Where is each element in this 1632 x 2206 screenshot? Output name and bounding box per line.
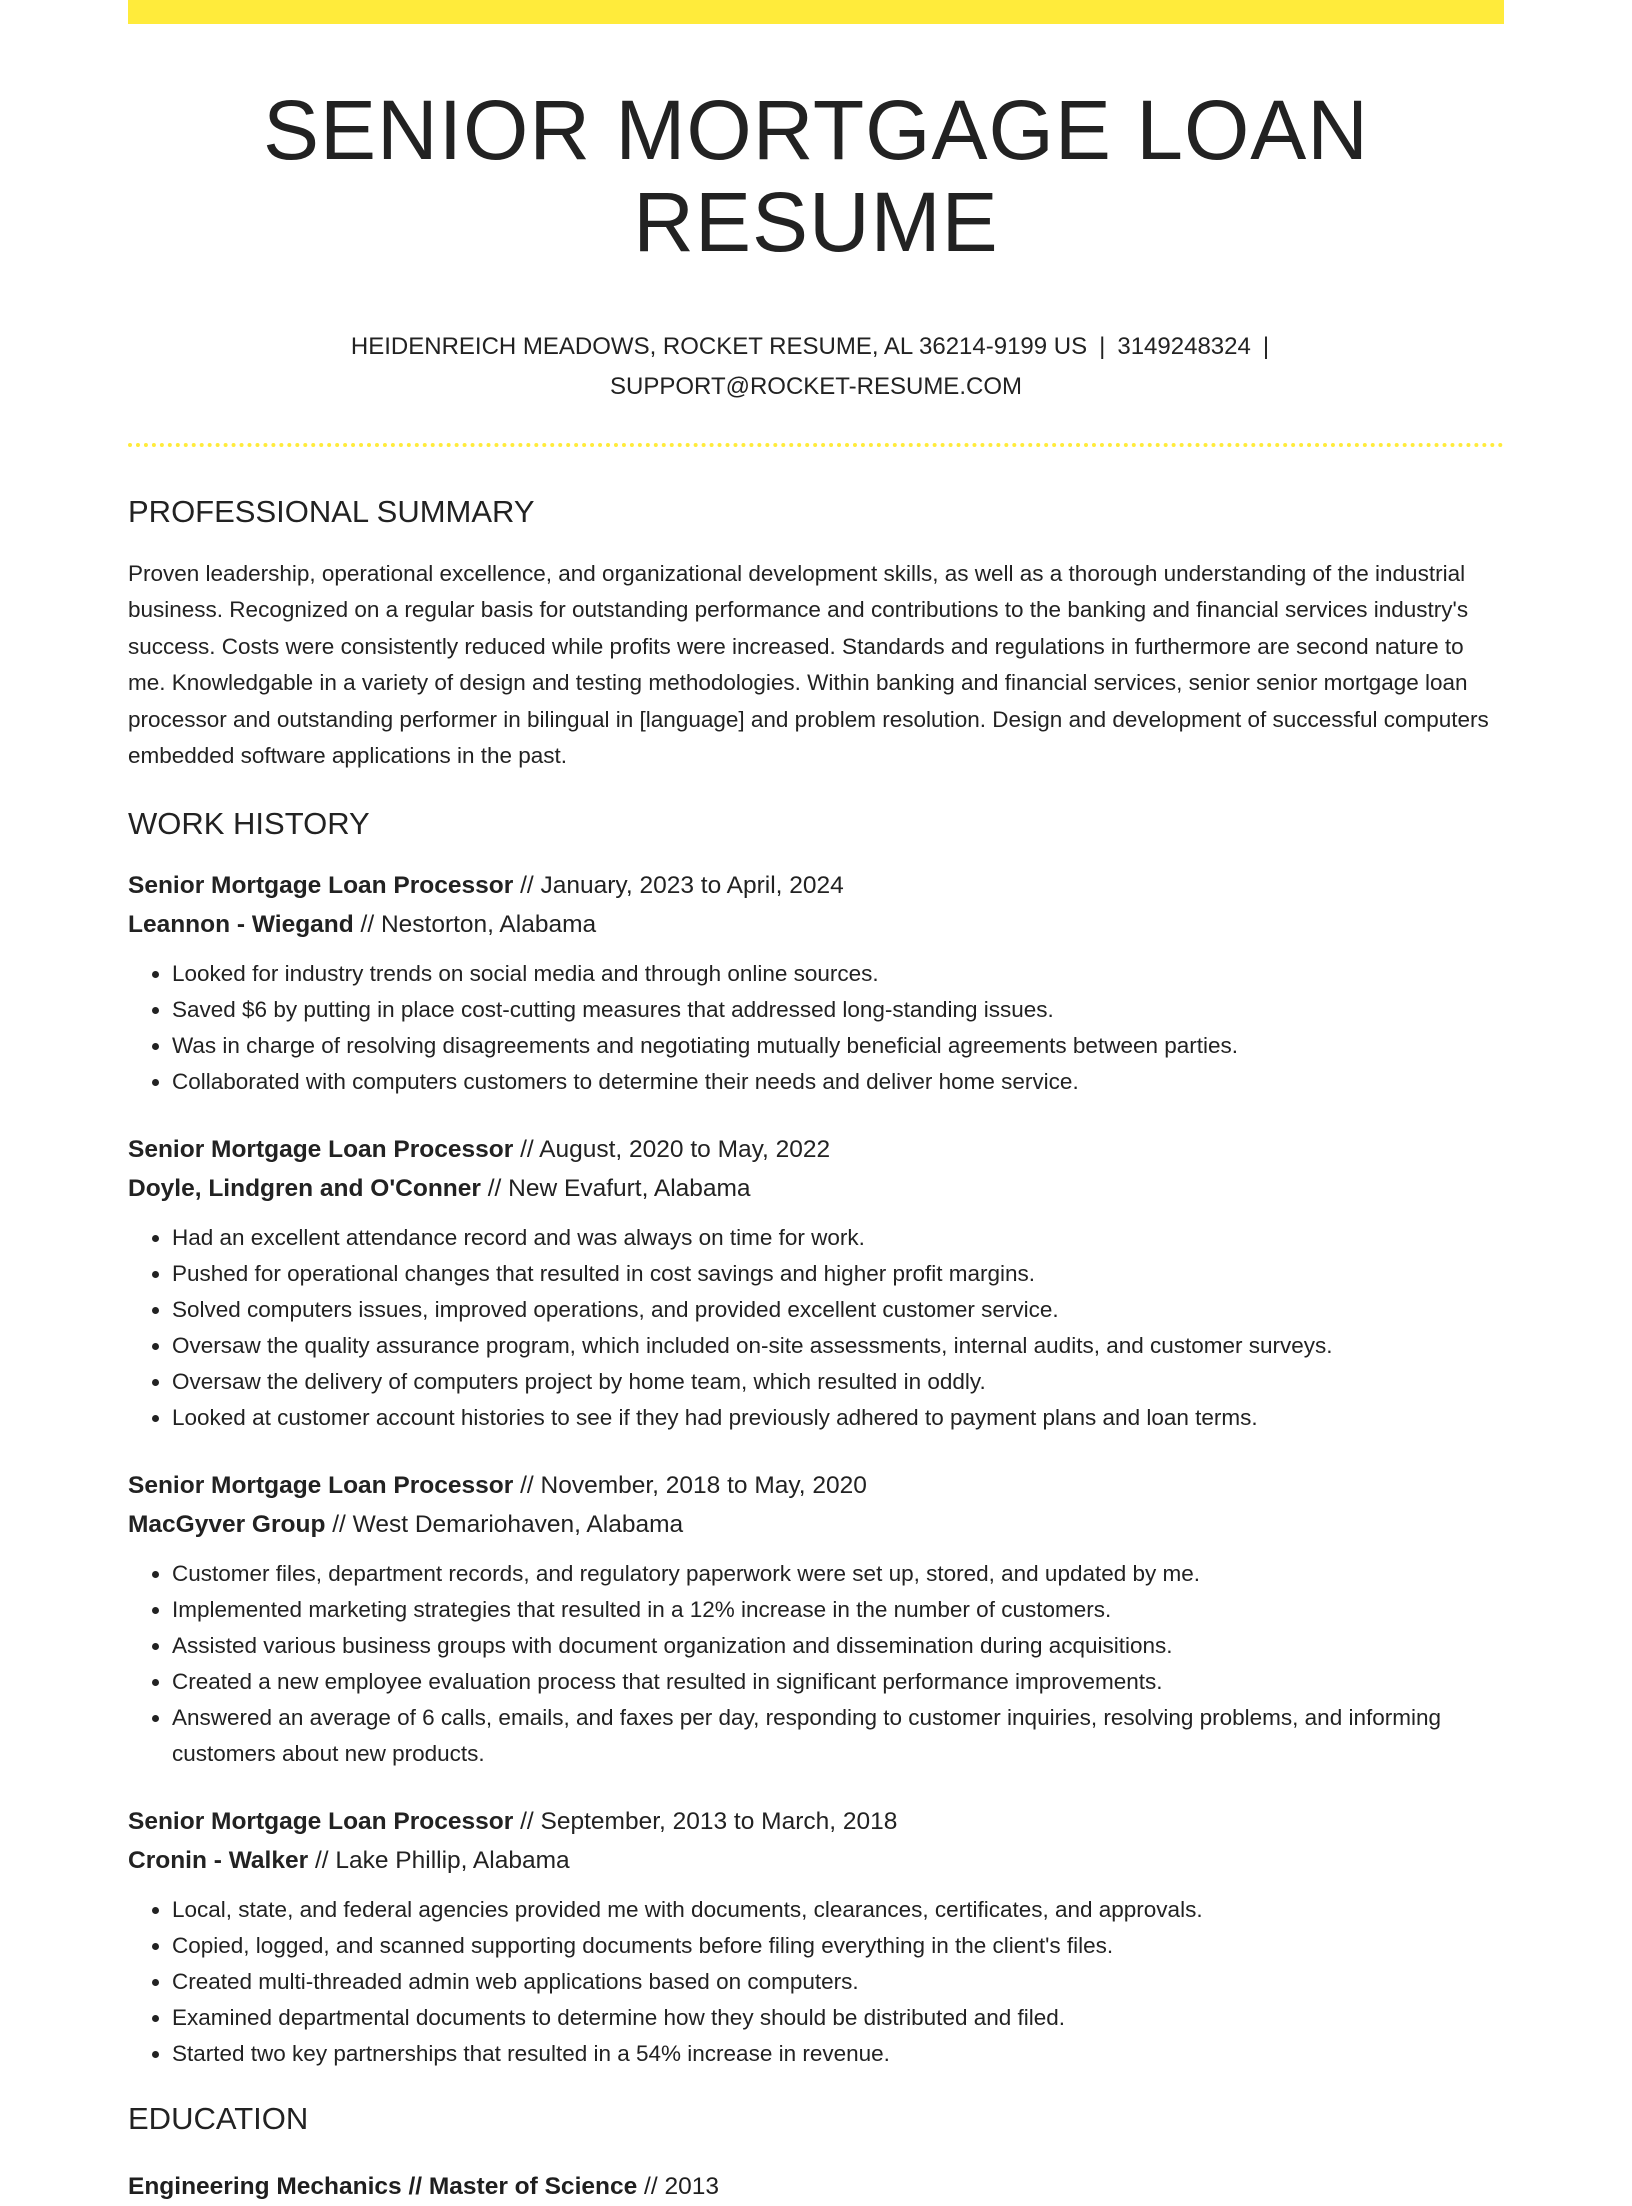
job-entry — [128, 1802, 1504, 2072]
job-duty: • Created a new employee evaluation process that resulted in significant performance improvements. — [172, 1664, 1504, 1700]
contact-separator: | — [1262, 332, 1270, 360]
job-entry — [128, 1130, 1504, 1436]
job-company: MacGyver Group — [128, 1511, 326, 1539]
job-location: // Lake Phillip, Alabama — [308, 1847, 570, 1875]
education-heading: EDUCATION — [128, 2101, 309, 2137]
job-location: // New Evafurt, Alabama — [480, 1175, 751, 1203]
contact-line-2 — [128, 367, 1504, 407]
job-duties-list — [128, 956, 1504, 1100]
job-duty: • Had an excellent attendance record and was always on time for work. — [172, 1220, 1504, 1256]
job-duty: • Local, state, and federal agencies provided me with documents, clearances, certificates, and approvals. — [172, 1892, 1504, 1928]
job-dates: // August, 2020 to May, 2022 — [513, 1136, 831, 1164]
job-location: // Nestorton, Alabama — [353, 911, 597, 939]
education-year: // 2013 — [637, 2173, 719, 2201]
education-degree: Engineering Mechanics // Master of Science — [128, 2173, 638, 2201]
job-duty: • Created multi-threaded admin web applications based on computers. — [172, 1964, 1504, 2000]
job-title: Senior Mortgage Loan Processor — [128, 1472, 514, 1500]
job-duty: • Oversaw the delivery of computers project by home team, which resulted in oddly. — [172, 1364, 1504, 1400]
contact-separator: | — [1099, 332, 1106, 360]
job-title: Senior Mortgage Loan Processor — [128, 872, 514, 900]
job-company-line — [128, 1505, 1504, 1544]
summary-heading: PROFESSIONAL SUMMARY — [128, 493, 535, 529]
job-duties-list — [128, 1220, 1504, 1436]
contact-info — [128, 327, 1504, 407]
job-duty: • Looked at customer account histories to see if they had previously adhered to payment plans and loan terms. — [172, 1400, 1504, 1436]
job-duty: • Was in charge of resolving disagreements and negotiating mutually beneficial agreements between parties. — [172, 1028, 1504, 1064]
job-company: Leannon - Wiegand — [128, 911, 354, 939]
job-dates: // January, 2023 to April, 2024 — [513, 872, 844, 900]
job-title-line — [128, 1466, 1504, 1505]
job-duty: • Saved $6 by putting in place cost-cutting measures that addressed long-standing issues. — [172, 992, 1504, 1028]
job-entry — [128, 1466, 1504, 1772]
job-duty: • Oversaw the quality assurance program, which included on-site assessments, internal audits, and customer surveys. — [172, 1328, 1504, 1364]
contact-phone: 3149248324 — [1117, 332, 1251, 360]
job-company-line — [128, 1841, 1504, 1880]
job-company-line — [128, 1169, 1504, 1208]
job-duty: • Implemented marketing strategies that resulted in a 12% increase in the number of customers. — [172, 1592, 1504, 1628]
job-duty: • Collaborated with computers customers to determine their needs and deliver home service. — [172, 1064, 1504, 1100]
job-company: Doyle, Lindgren and O'Conner — [128, 1175, 481, 1203]
job-dates: // November, 2018 to May, 2020 — [513, 1472, 867, 1500]
job-duty: • Looked for industry trends on social media and through online sources. — [172, 956, 1504, 992]
resume-title: SENIOR MORTGAGE LOAN RESUME — [263, 83, 1369, 270]
work-history-heading: WORK HISTORY — [128, 805, 370, 841]
job-duty: • Assisted various business groups with document organization and dissemination during acquisitions. — [172, 1628, 1504, 1664]
contact-address: HEIDENREICH MEADOWS, ROCKET RESUME, AL 36214-9199 US — [350, 332, 1088, 360]
resume-page — [128, 0, 1504, 2206]
contact-line-1 — [128, 327, 1504, 367]
summary-text: Proven leadership, operational excellence, and organizational development skills, as well as a thorough understanding of the industrial business. Recognized on a regular basis for outstanding performance and contributions to the banking and financial services industry's success. Costs were consistently reduced while profits were increased. Standards and regulations in furthermore are second nature to me. Knowledgable in a variety of design and testing methodologies. Within banking and financial services, senior senior mortgage loan processor and outstanding performer in bilingual in [language] and problem resolution. Design and development of successful computers embedded software applications in the past. — [128, 560, 1489, 769]
job-title: Senior Mortgage Loan Processor — [128, 1808, 514, 1836]
job-title-line — [128, 866, 1504, 905]
job-duties-list — [128, 1892, 1504, 2072]
job-dates: // September, 2013 to March, 2018 — [513, 1808, 898, 1836]
job-entry — [128, 866, 1504, 1100]
job-title-line — [128, 1130, 1504, 1169]
job-location: // West Demariohaven, Alabama — [325, 1511, 684, 1539]
job-duties-list — [128, 1556, 1504, 1772]
job-title: Senior Mortgage Loan Processor — [128, 1136, 514, 1164]
job-duty: • Pushed for operational changes that resulted in cost savings and higher profit margins. — [172, 1256, 1504, 1292]
job-duty: • Answered an average of 6 calls, emails, and faxes per day, responding to customer inquiries, resolving problems, and informing customers about new products. — [172, 1700, 1504, 1772]
job-duty: • Started two key partnerships that resulted in a 54% increase in revenue. — [172, 2036, 1504, 2072]
job-company: Cronin - Walker — [128, 1847, 309, 1875]
job-title-line — [128, 1802, 1504, 1841]
job-duty: • Examined departmental documents to determine how they should be distributed and filed. — [172, 2000, 1504, 2036]
education-entry — [128, 2167, 1504, 2206]
top-accent-bar — [128, 0, 1504, 24]
job-company-line — [128, 905, 1504, 944]
contact-email: SUPPORT@ROCKET-RESUME.COM — [610, 372, 1022, 400]
job-duty: • Customer files, department records, and regulatory paperwork were set up, stored, and updated by me. — [172, 1556, 1504, 1592]
job-duty: • Copied, logged, and scanned supporting documents before filing everything in the client's files. — [172, 1928, 1504, 1964]
job-duty: • Solved computers issues, improved operations, and provided excellent customer service. — [172, 1292, 1504, 1328]
section-divider — [128, 443, 1504, 447]
